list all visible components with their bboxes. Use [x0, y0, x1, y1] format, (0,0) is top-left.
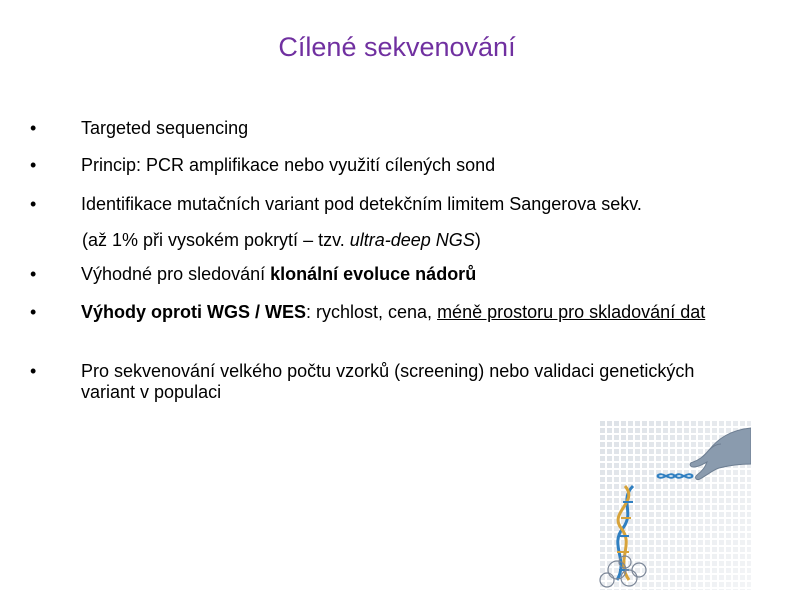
bullet-dot: •	[30, 264, 37, 284]
sub-note-pre: (až 1% při vysokém pokrytí – tzv.	[82, 230, 350, 250]
bullet-text: Targeted sequencing	[81, 118, 249, 138]
bullet-dot: •	[30, 361, 37, 381]
sub-note	[82, 230, 481, 251]
bullet-text: Identifikace mutačních variant pod detekčním limitem Sangerova sekv.	[81, 194, 642, 214]
dna-illustration-svg	[599, 420, 751, 590]
sub-note-post: )	[474, 230, 481, 250]
bullet-dot: •	[30, 118, 37, 138]
bullet-text: Pro sekvenování velkého počtu vzorků (screening) nebo validaci genetických variant v populaci	[81, 361, 695, 402]
b4-pre: Výhodné pro sledování	[81, 264, 271, 284]
dna-hand-illustration-icon	[599, 420, 751, 590]
sub-note-italic: ultra-deep NGS	[349, 230, 475, 250]
bullet-text	[81, 302, 751, 323]
bullet-text	[81, 264, 751, 285]
bullet-dot: •	[30, 155, 37, 175]
b5-bold: Výhody oproti WGS / WES	[81, 302, 306, 322]
bullet-dot: •	[30, 302, 37, 322]
b5-underline: méně prostoru pro skladování dat	[437, 302, 706, 322]
bullet-text: Princip: PCR amplifikace nebo využití cílených sond	[81, 155, 496, 175]
slide-title: Cílené sekvenování	[278, 32, 516, 62]
b4-bold: klonální evoluce nádorů	[270, 264, 477, 284]
b5-mid: : rychlost, cena,	[306, 302, 438, 322]
bullet-dot: •	[30, 194, 37, 214]
